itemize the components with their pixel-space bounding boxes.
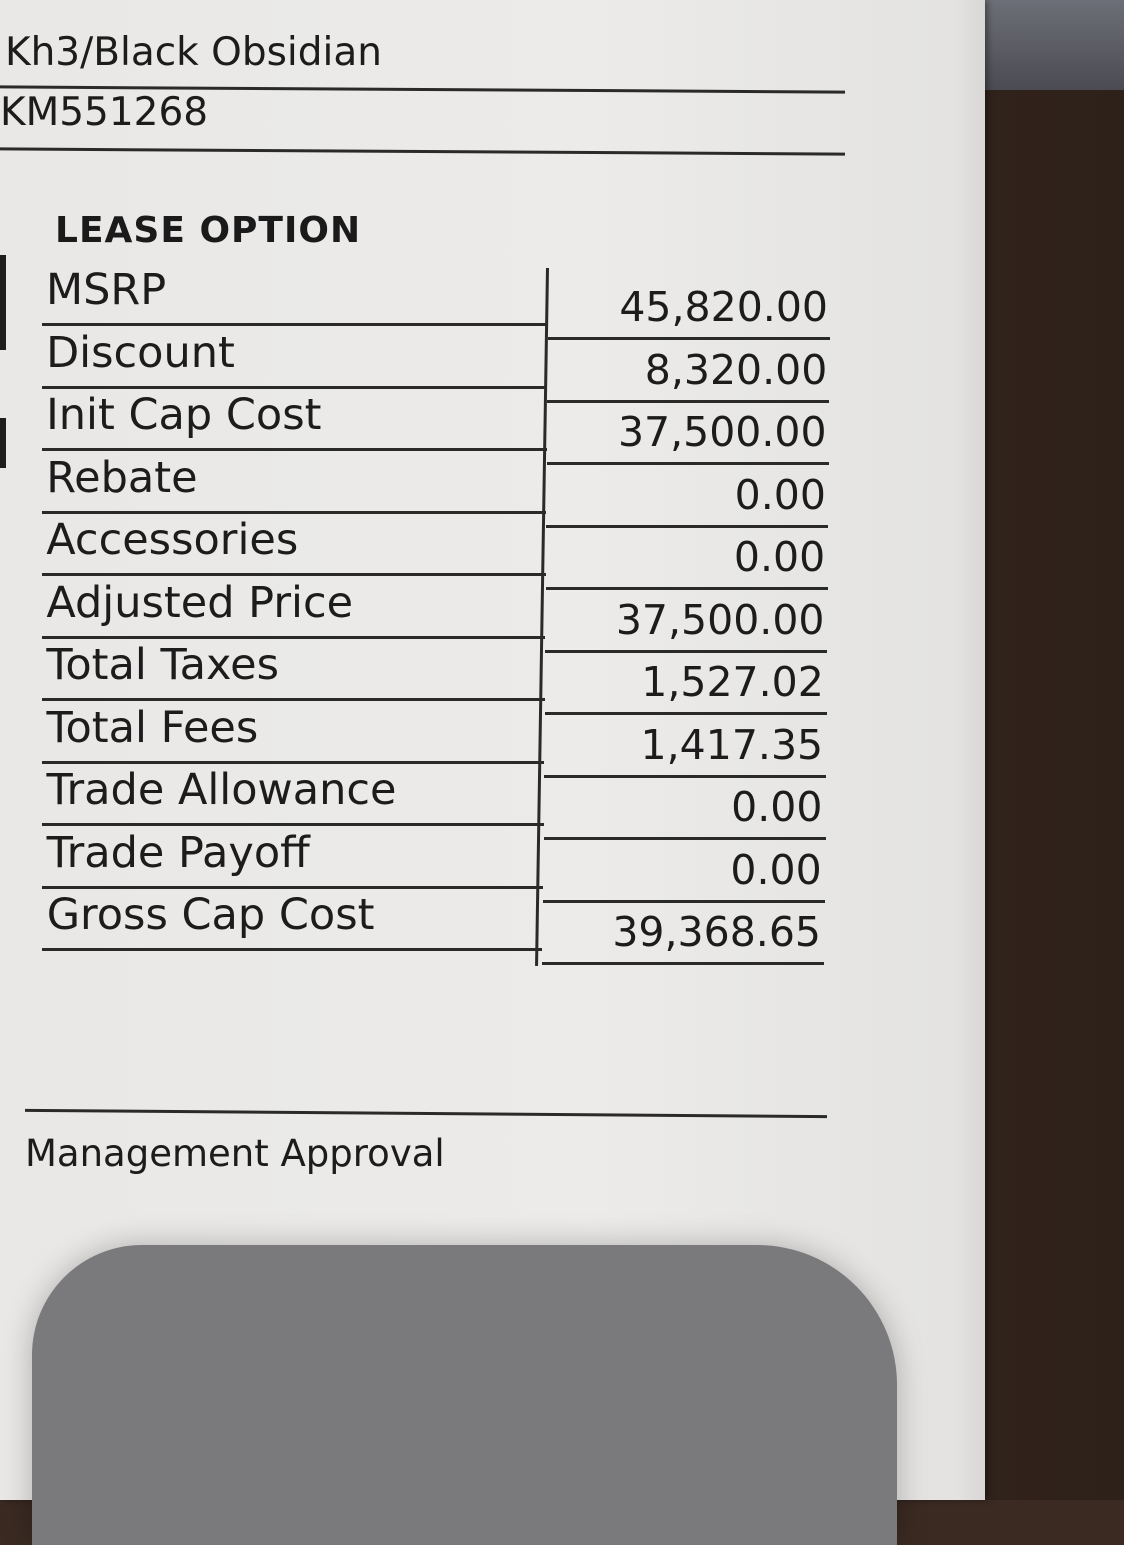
value-underline bbox=[542, 962, 824, 965]
row-divider bbox=[42, 448, 547, 451]
row-label: Rebate bbox=[46, 452, 198, 503]
row-label: Total Taxes bbox=[46, 640, 279, 690]
row-value: 1,417.35 bbox=[640, 720, 824, 769]
shadow bbox=[32, 1245, 897, 1545]
row-divider bbox=[42, 886, 543, 889]
row-label: Gross Cap Cost bbox=[46, 890, 375, 940]
background-object bbox=[964, 0, 1124, 90]
value-underline bbox=[548, 337, 830, 340]
row-value: 0.00 bbox=[730, 845, 822, 894]
row-value: 37,500.00 bbox=[615, 595, 825, 644]
row-value: 45,820.00 bbox=[619, 283, 828, 331]
value-underline bbox=[547, 462, 829, 465]
row-value: 0.00 bbox=[734, 470, 826, 519]
row-label: Adjusted Price bbox=[46, 577, 354, 628]
signature-line bbox=[25, 1109, 827, 1118]
paper-edge bbox=[955, 0, 985, 1500]
row-divider bbox=[42, 573, 546, 576]
row-divider bbox=[42, 698, 545, 701]
divider-line bbox=[0, 147, 845, 155]
row-value: 0.00 bbox=[733, 533, 826, 581]
value-underline bbox=[544, 775, 826, 778]
value-underline bbox=[544, 837, 826, 840]
value-underline bbox=[547, 400, 829, 403]
row-value: 0.00 bbox=[731, 783, 823, 831]
row-value: 1,527.02 bbox=[641, 658, 824, 706]
value-underline bbox=[546, 587, 828, 590]
row-divider bbox=[42, 823, 544, 826]
vehicle-id: KM551268 bbox=[0, 90, 209, 135]
row-value: 39,368.65 bbox=[612, 908, 821, 956]
approval-label: Management Approval bbox=[25, 1132, 445, 1175]
row-divider bbox=[42, 386, 547, 389]
row-label: Accessories bbox=[46, 515, 299, 565]
row-divider bbox=[42, 323, 548, 326]
value-underline bbox=[543, 900, 825, 903]
section-title: LEASE OPTION bbox=[55, 210, 362, 251]
column-divider bbox=[535, 268, 549, 965]
value-underline bbox=[545, 712, 827, 715]
form-box-edge bbox=[0, 255, 6, 350]
row-divider bbox=[42, 948, 542, 951]
vehicle-color: Kh3/Black Obsidian bbox=[5, 30, 382, 75]
row-label: Discount bbox=[46, 327, 235, 378]
row-label: Total Fees bbox=[46, 702, 259, 753]
value-underline bbox=[546, 525, 828, 528]
row-label: Trade Allowance bbox=[46, 765, 397, 815]
value-underline bbox=[545, 650, 827, 653]
form-box-edge bbox=[0, 418, 6, 468]
row-value: 8,320.00 bbox=[644, 345, 828, 394]
row-divider bbox=[42, 511, 546, 514]
row-divider bbox=[42, 761, 544, 764]
row-value: 37,500.00 bbox=[617, 408, 827, 456]
row-divider bbox=[42, 636, 545, 639]
row-label: Trade Payoff bbox=[46, 827, 310, 878]
row-label: Init Cap Cost bbox=[46, 390, 322, 440]
row-label: MSRP bbox=[46, 265, 167, 315]
